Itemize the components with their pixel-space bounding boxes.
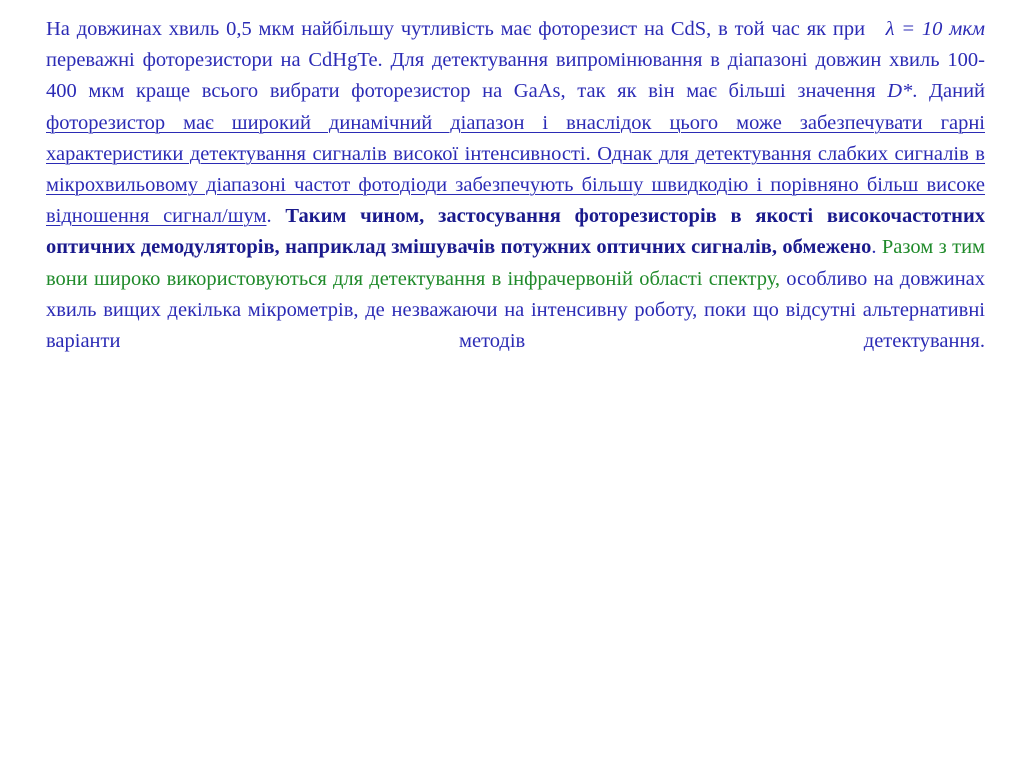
sentence-middle-text: переважні фоторезистори на CdHgTe. Для детектування випромінювання в діапазоні довжин хвиль 100- 400 мкм краще всього вибрати фоторезистор на GaAs, так як він має більші значення bbox=[46, 49, 985, 103]
sentence-intro-text: На довжинах хвиль 0,5 мкм найбільшу чутливість має фоторезист на CdS, в той час як при bbox=[46, 18, 866, 40]
slide-content bbox=[46, 14, 985, 388]
bold-conclusion: Таким чином, застосування фоторезисторів в якості високочастотних оптичних демодуляторів, наприклад змішувачів потужних оптичних сигналів, обмежено bbox=[46, 205, 986, 259]
sentence-after-dstar: . Даний bbox=[912, 80, 986, 103]
green-passage: Разом з тим вони широко використовуються для детектування в інфрачервоній області спектру, bbox=[46, 236, 986, 290]
period-after-bold: . bbox=[871, 236, 877, 259]
period-after-underline: . bbox=[266, 205, 272, 228]
d-star-symbol: D* bbox=[887, 80, 913, 103]
body-paragraph bbox=[46, 14, 985, 388]
ending-text: особливо на довжинах хвиль вищих декілька мікрометрів, де незважаючи на інтенсивну роботу, поки що відсутні альтернативні варіанти методів детектування. bbox=[46, 267, 986, 353]
underlined-passage: фоторезистор має широкий динамічний діапазон і внаслідок цього може забезпечувати гарні характеристики детектування сигналів високої інтенсивності. Однак для детектування слабких сигналів в мікрохвильовому діапазоні частот фотодіоди забезпечують більшу швидкодію і порівняно більш високе відношення сигнал/шум bbox=[46, 111, 985, 228]
lambda-formula: λ = 10 мкм bbox=[885, 18, 985, 40]
